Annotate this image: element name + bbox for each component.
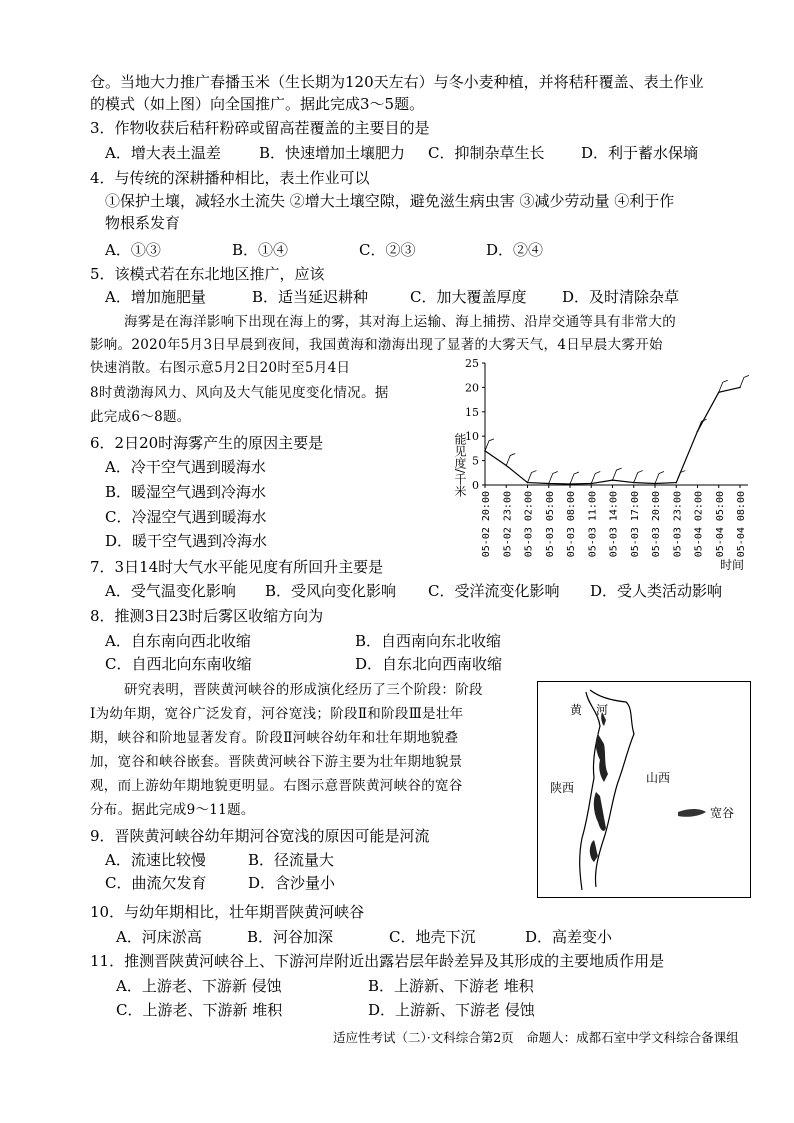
- q10-option-c: C．地壳下沉: [389, 928, 476, 946]
- gorge-intro-line-6: 分布。据此完成9～11题。: [90, 802, 255, 818]
- gorge-intro-line-5: 观，而上游幼年期地貌更明显。右图示意晋陕黄河峡谷的宽谷: [90, 778, 463, 794]
- chart-x-tick-label: 05-04 02:00: [693, 491, 705, 558]
- q6-option-c: C．冷湿空气遇到暖海水: [105, 508, 267, 526]
- q8-option-d: D．自东北向西南收缩: [355, 655, 503, 673]
- chart-x-tick-label: 05-03 02:00: [523, 491, 535, 558]
- wide-valley-3: [590, 840, 598, 862]
- wind-barb-icon: [655, 472, 664, 484]
- fog-intro-line-5: 此完成6～8题。: [90, 409, 191, 425]
- wind-barb-icon: [740, 375, 749, 387]
- intro-line-2: 的模式（如上图）向全国推广。据此完成3～5题。: [90, 95, 425, 113]
- q7-option-c: C．受洋流变化影响: [428, 582, 560, 600]
- chart-x-tick-label: 05-03 20:00: [651, 491, 662, 558]
- q3-option-b: B．快速增加土壤肥力: [259, 144, 406, 162]
- q9-option-a: A．流速比较慢: [105, 851, 206, 869]
- wide-valley-2: [594, 792, 606, 831]
- wind-barb-icon: [528, 471, 537, 483]
- legend-wide-valley-label: 宽谷: [710, 806, 735, 820]
- wind-barb-icon: [549, 472, 558, 484]
- chart-x-tick-label: 05-03 17:00: [629, 491, 641, 558]
- q9-stem: 9．晋陕黄河峡谷幼年期河谷宽浅的原因可能是河流: [90, 827, 430, 845]
- chart-y-tick-label: 10: [465, 430, 479, 444]
- fog-intro-line-4: 8时黄渤海风力、风向及大气能见度变化情况。据: [90, 385, 389, 401]
- q9-option-d: D．含沙量小: [248, 874, 336, 892]
- q4-option-c: C．②③: [359, 241, 416, 259]
- q4-option-d: D．②④: [486, 241, 544, 259]
- chart-y-tick-label: 15: [465, 405, 479, 419]
- q5-option-c: C．加大覆盖厚度: [410, 288, 527, 306]
- river-left-bank: [580, 692, 600, 890]
- q7-stem: 7．3日14时大气水平能见度有所回升主要是: [90, 558, 384, 576]
- map-label-shaanxi: 陕西: [550, 781, 575, 795]
- q6-option-b: B．暖湿空气遇到冷海水: [105, 483, 267, 501]
- q11-option-c: C．上游老、下游新 堆积: [116, 1001, 283, 1019]
- map-label-shanxi: 山西: [646, 771, 671, 785]
- chart-y-tick-label: 5: [472, 454, 479, 468]
- chart-x-tick-label: 05-03 23:00: [672, 491, 684, 558]
- wide-valley-1: [596, 734, 608, 782]
- q10-option-d: D．高差变小: [525, 928, 613, 946]
- fog-intro-line-3: 快速消散。右图示意5月2日20时至5月4日: [90, 360, 351, 376]
- q6-option-d: D．暖干空气遇到冷海水: [105, 532, 268, 550]
- gorge-intro-line-2: Ⅰ为幼年期，宽谷广泛发育，河谷宽浅；阶段Ⅱ和阶段Ⅲ是壮年: [90, 706, 464, 722]
- q5-option-b: B．适当延迟耕种: [252, 288, 369, 306]
- chart-x-tick-label: 05-03 08:00: [566, 491, 577, 558]
- chart-y-tick-label: 20: [465, 381, 479, 395]
- q8-option-b: B．自西南向东北收缩: [355, 632, 502, 650]
- gorge-intro-line-1: 研究表明，晋陕黄河峡谷的形成演化经历了三个阶段：阶段: [124, 682, 483, 698]
- chart-x-tick-label: 05-03 14:00: [608, 491, 620, 558]
- chart-x-tick-label: 05-02 20:00: [481, 491, 492, 558]
- chart-y-axis-label: 能见度/千米: [453, 432, 467, 498]
- q10-option-a: A．河床淤高: [116, 928, 202, 946]
- fog-intro-line-2: 影响。2020年5月3日早晨到夜间，我国黄海和渤海出现了显著的大雾天气，4日早晨大雾开始: [90, 337, 663, 353]
- chart-y-tick-label: 25: [465, 357, 479, 370]
- page-footer: 适应性考试（二）·文科综合第2页 命题人：成都石室中学文科综合备课组: [333, 1030, 739, 1045]
- fog-intro-line-1: 海雾是在海洋影响下出现在海上的雾，其对海上运输、海上捕捞、沿岸交通等具有非常大的: [124, 314, 676, 330]
- q4-items-line-1: ①保护土壤，减轻水土流失 ②增大土壤空隙，避免滋生病虫害 ③减少劳动量 ④利于作: [105, 192, 675, 210]
- q6-option-a: A．冷干空气遇到暖海水: [105, 458, 266, 476]
- q3-option-d: D．利于蓄水保墒: [581, 144, 699, 162]
- q10-stem: 10．与幼年期相比，壮年期晋陕黄河峡谷: [90, 903, 365, 921]
- q9-option-c: C．曲流欠发育: [105, 874, 207, 892]
- q5-option-a: A．增加施肥量: [105, 288, 206, 306]
- q11-option-b: B．上游新、下游老 堆积: [368, 977, 534, 995]
- q4-option-a: A．①③: [105, 241, 161, 259]
- q3-option-a: A．增大表土温差: [105, 144, 221, 162]
- q4-stem: 4．与传统的深耕播种相比，表土作业可以: [90, 169, 370, 187]
- wind-barb-icon: [506, 453, 515, 465]
- q11-option-d: D．上游新、下游老 侵蚀: [368, 1001, 535, 1019]
- intro-line-1: 仓。当地大力推广春播玉米（生长期为120天左右）与冬小麦种植，并将秸秆覆盖、表土作业: [90, 73, 704, 91]
- q4-option-b: B．①④: [232, 241, 289, 259]
- chart-x-tick-label: 05-04 05:00: [714, 491, 726, 558]
- q11-stem: 11．推测晋陕黄河峡谷上、下游河岸附近出露岩层年龄差异及其形成的主要地质作用是: [90, 952, 665, 970]
- chart-y-tick-label: 0: [472, 479, 479, 492]
- chart-x-tick-label: 05-02 23:00: [502, 491, 514, 558]
- wind-barb-icon: [634, 471, 643, 483]
- q3-stem: 3．作物收获后秸秆粉碎或留高茬覆盖的主要目的是: [90, 119, 430, 137]
- q8-stem: 8．推测3日23时后雾区收缩方向为: [90, 607, 324, 625]
- q8-option-a: A．自东南向西北收缩: [105, 632, 251, 650]
- q7-option-b: B．受风向变化影响: [265, 582, 397, 600]
- q4-items-line-2: 物根系发育: [105, 214, 181, 232]
- wind-barb-icon: [613, 468, 622, 480]
- q11-option-a: A．上游老、下游新 侵蚀: [116, 977, 282, 995]
- q7-option-a: A．受气温变化影响: [105, 582, 236, 600]
- visibility-chart: [440, 355, 760, 575]
- chart-x-axis-label: 时间: [719, 558, 745, 572]
- q7-option-d: D．受人类活动影响: [590, 582, 723, 600]
- chart-x-tick-label: 05-04 08:00: [736, 491, 747, 558]
- chart-x-tick-label: 05-03 11:00: [587, 491, 599, 558]
- map-label-river: 黄河: [570, 703, 623, 717]
- q5-stem: 5．该模式若在东北地区推广，应该: [90, 265, 325, 283]
- wind-barb-icon: [570, 472, 579, 484]
- gorge-map: [537, 681, 751, 898]
- q10-option-b: B．河谷加深: [247, 928, 334, 946]
- gorge-intro-line-3: 期，峡谷和阶地显著发育。阶段Ⅱ河峡谷幼年和壮年期地貌叠: [90, 730, 459, 746]
- chart-x-tick-label: 05-03 05:00: [544, 491, 556, 558]
- gorge-intro-line-4: 加，宽谷和峡谷嵌套。晋陕黄河峡谷下游主要为壮年期地貌景: [90, 754, 463, 770]
- q5-option-d: D．及时清除杂草: [562, 288, 680, 306]
- wind-barb-icon: [485, 439, 494, 451]
- chart-series-line: [485, 387, 740, 484]
- legend-wide-valley-icon: [678, 809, 706, 817]
- q8-option-c: C．自西北向东南收缩: [105, 655, 252, 673]
- q3-option-c: C．抑制杂草生长: [428, 144, 545, 162]
- q6-stem: 6．2日20时海雾产生的原因主要是: [90, 434, 324, 452]
- q9-option-b: B．径流量大: [248, 851, 335, 869]
